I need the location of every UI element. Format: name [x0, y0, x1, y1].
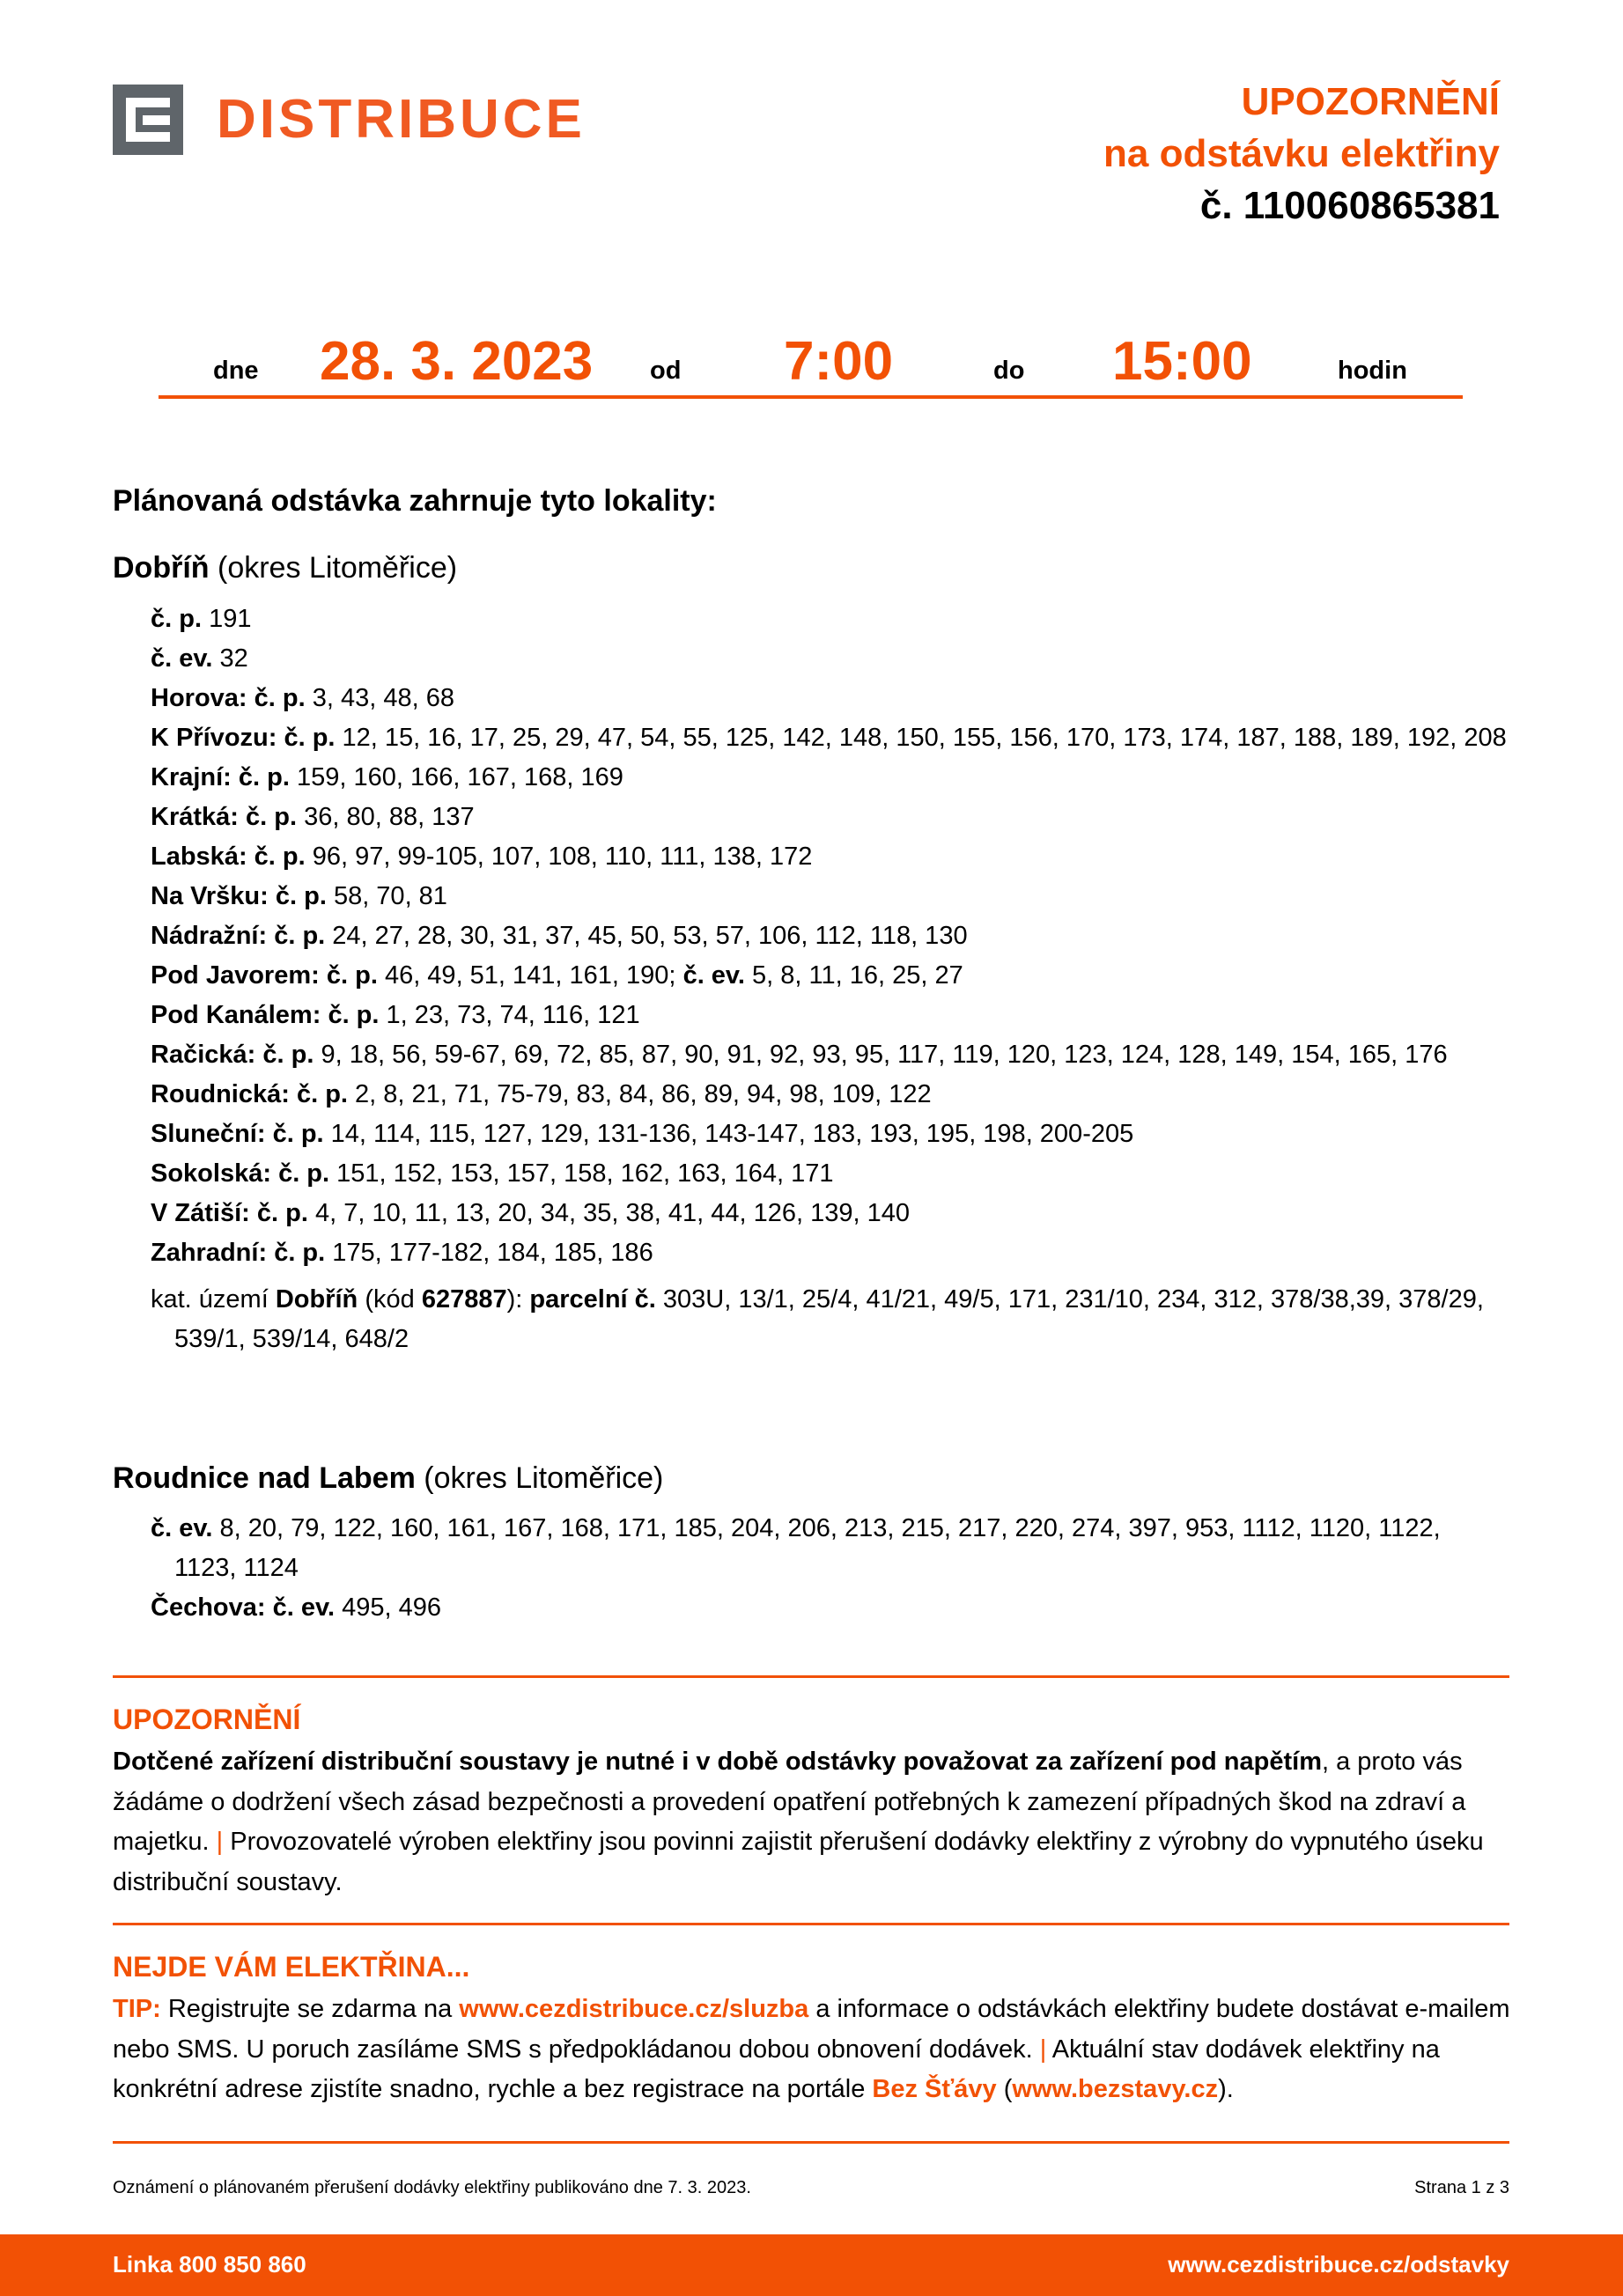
address-entry	[151, 798, 1507, 837]
code-suffix: ):	[506, 1285, 523, 1314]
tip-text-3: Aktuální stav dodávek elektřiny na konkrétní adrese zjistíte snadno, rychle a bez registrace na portále	[113, 2035, 1440, 2103]
number-type: č. p.	[274, 1239, 326, 1267]
number-type: č. p.	[151, 605, 203, 633]
outage-schedule	[159, 326, 1462, 396]
label-from: od	[650, 357, 682, 385]
outages-link[interactable]: www.cezdistribuce.cz/odstavky	[1168, 2251, 1509, 2278]
house-numbers: 58, 70, 81	[333, 882, 447, 910]
street-name: Račická:	[151, 1041, 256, 1069]
number-type: č. p.	[262, 1041, 314, 1069]
street-name: Na Vršku:	[151, 882, 269, 910]
number-type: č. p.	[246, 803, 298, 831]
house-numbers: 2, 8, 21, 71, 75-79, 83, 84, 86, 89, 94, 98, 109, 122	[355, 1080, 932, 1108]
house-numbers: 495, 496	[342, 1593, 441, 1622]
outage-date: 28. 3. 2023	[320, 331, 594, 392]
street-name: Krátká:	[151, 803, 239, 831]
number-type: č. ev.	[151, 644, 213, 673]
house-numbers: 9, 18, 56, 59-67, 69, 72, 85, 87, 90, 91, 92, 93, 95, 117, 119, 120, 123, 124, 128, 149, 154, 165, 176	[321, 1041, 1448, 1069]
number-type: č. p.	[326, 961, 378, 990]
street-name: Čechova:	[151, 1593, 266, 1622]
warning-bold-text: Dotčené zařízení distribuční soustavy je nutné i v době odstávky považovat za zařízení pod napětím	[113, 1748, 1322, 1776]
number-type: č. p.	[256, 1199, 308, 1227]
portal-link[interactable]: www.bezstavy.cz	[1012, 2075, 1219, 2103]
tip-text	[113, 1990, 1513, 2110]
street-name: Zahradní:	[151, 1239, 268, 1267]
address-entry	[151, 837, 1507, 877]
town-heading	[113, 551, 457, 585]
town-district: (okres Litoměřice)	[424, 1461, 664, 1495]
title-line-1: UPOZORNĚNÍ	[1241, 80, 1500, 123]
divider	[113, 1675, 1509, 1678]
street-name: Sluneční:	[151, 1120, 266, 1148]
house-numbers: 191	[209, 605, 252, 633]
number-type: č. p.	[238, 763, 290, 791]
warning-text-2: Provozovatelé výroben elektřiny jsou povinni zajistit přerušení dodávky elektřiny z výrobny do vypnutého úseku distribuční soustavy.	[113, 1828, 1484, 1896]
house-numbers: 175, 177-182, 184, 185, 186	[332, 1239, 653, 1267]
house-numbers: 3, 43, 48, 68	[312, 684, 454, 712]
address-entry	[151, 1075, 1507, 1115]
warning-text-1: , a proto vás žádáme o dodržení všech zásad bezpečnosti a provedení opatření potřebných k zamezení případných škod na zdraví a majetku.	[113, 1748, 1466, 1856]
number-type: č. ev.	[272, 1593, 336, 1622]
street-name: Krajní:	[151, 763, 232, 791]
address-entry	[151, 996, 1507, 1035]
number-type: č. p.	[296, 1080, 348, 1108]
number-type: č. p.	[284, 724, 336, 752]
tip-title: NEJDE VÁM ELEKTŘINA...	[113, 1951, 470, 1983]
separator: |	[216, 1828, 224, 1856]
notice-title	[1103, 76, 1500, 232]
house-numbers: 1, 23, 73, 74, 116, 121	[386, 1001, 640, 1029]
number-type: č. p.	[328, 1001, 380, 1029]
house-numbers: 5, 8, 11, 16, 25, 27	[752, 961, 963, 990]
cadastral-area: Dobříň	[275, 1285, 358, 1314]
localities-heading: Plánovaná odstávka zahrnuje tyto lokality:	[113, 484, 717, 518]
street-name: Sokolská:	[151, 1159, 271, 1188]
footer-bar	[0, 2234, 1623, 2296]
street-name: Labská:	[151, 843, 247, 871]
cez-e-logo-icon	[113, 85, 183, 155]
address-list	[151, 600, 1507, 1359]
cadastral-code: 627887	[421, 1285, 507, 1314]
divider	[113, 1923, 1509, 1925]
time-to: 15:00	[1112, 331, 1252, 392]
street-name: Horova:	[151, 684, 247, 712]
number-type: č. p.	[254, 843, 306, 871]
address-entry	[151, 1154, 1507, 1194]
number-type: č. p.	[278, 1159, 330, 1188]
address-entry	[151, 1035, 1507, 1075]
code-prefix: (kód	[365, 1285, 415, 1314]
address-entry	[151, 718, 1507, 758]
registration-link[interactable]: www.cezdistribuce.cz/sluzba	[459, 1995, 809, 2023]
publication-note: Oznámení o plánovaném přerušení dodávky elektřiny publikováno dne 7. 3. 2023.	[113, 2178, 751, 2197]
address-entry	[151, 916, 1507, 956]
house-numbers: 159, 160, 166, 167, 168, 169	[296, 763, 623, 791]
number-type: č. p.	[274, 922, 326, 950]
brand-logo-text: DISTRIBUCE	[217, 89, 586, 150]
street-name: K Přívozu:	[151, 724, 277, 752]
address-entry	[151, 758, 1507, 798]
house-numbers: 46, 49, 51, 141, 161, 190;	[384, 961, 676, 990]
paren-open: (	[1003, 2075, 1013, 2103]
street-name: Pod Javorem:	[151, 961, 320, 990]
warning-text	[113, 1742, 1513, 1902]
divider	[113, 2141, 1509, 2144]
number-type: č. p.	[254, 684, 306, 712]
house-numbers: 96, 97, 99-105, 107, 108, 110, 111, 138, 172	[312, 843, 813, 871]
street-name: V Zátiší:	[151, 1199, 250, 1227]
address-entry	[151, 1233, 1507, 1273]
address-entry	[151, 600, 1507, 639]
street-name: Nádražní:	[151, 922, 268, 950]
address-entry	[151, 639, 1507, 679]
label-hours: hodin	[1338, 357, 1407, 385]
parcel-label: parcelní č.	[529, 1285, 656, 1314]
label-to: do	[993, 357, 1025, 385]
address-entry	[151, 877, 1507, 916]
tip-text-2: a informace o odstávkách elektřiny budete dostávat e-mailem nebo SMS. U poruch zasíláme SMS s předpokládanou dobou obnovení dodávek.	[113, 1995, 1510, 2064]
address-entry	[151, 1588, 1507, 1628]
notice-number: č. 110060865381	[1199, 184, 1500, 227]
town-district: (okres Litoměřice)	[218, 551, 458, 585]
page-number: Strana 1 z 3	[1414, 2178, 1509, 2197]
street-name: Pod Kanálem:	[151, 1001, 321, 1029]
time-from: 7:00	[784, 331, 894, 392]
separator: |	[1039, 2035, 1047, 2064]
warning-title: UPOZORNĚNÍ	[113, 1704, 301, 1735]
cadastral-entry	[151, 1280, 1507, 1359]
paren-close: ).	[1218, 2075, 1234, 2103]
label-day: dne	[213, 357, 259, 385]
town-name: Roudnice nad Labem	[113, 1461, 416, 1495]
number-type: č. ev.	[682, 961, 745, 990]
address-entry	[151, 956, 1507, 996]
divider	[159, 395, 1463, 399]
tip-text-1: Registrujte se zdarma na	[167, 1995, 453, 2023]
hotline-phone[interactable]: Linka 800 850 860	[113, 2251, 306, 2278]
title-line-2: na odstávku elektřiny	[1103, 132, 1500, 175]
cadastral-prefix: kat. území	[151, 1285, 269, 1314]
portal-name: Bez Šťávy	[872, 2075, 997, 2103]
house-numbers: 151, 152, 153, 157, 158, 162, 163, 164, 171	[336, 1159, 834, 1188]
house-numbers: 14, 114, 115, 127, 129, 131-136, 143-147, 183, 193, 195, 198, 200-205	[330, 1120, 1134, 1148]
town-name: Dobříň	[113, 551, 210, 585]
address-entry	[151, 679, 1507, 718]
number-type: č. ev.	[151, 1514, 213, 1542]
house-numbers: 12, 15, 16, 17, 25, 29, 47, 54, 55, 125, 142, 148, 150, 155, 156, 170, 173, 174, 187, 188, 189, 192, 208	[342, 724, 1507, 752]
house-numbers: 8, 20, 79, 122, 160, 161, 167, 168, 171, 185, 204, 206, 213, 215, 217, 220, 274, 397, 953, 1112, 1120, 1122, 1123, 1124	[174, 1514, 1441, 1582]
parcel-numbers: 303U, 13/1, 25/4, 41/21, 49/5, 171, 231/10, 234, 312, 378/38,39, 378/29, 539/1, 539/14, 648/2	[174, 1285, 1484, 1353]
town-heading	[113, 1461, 663, 1496]
address-entry	[151, 1509, 1507, 1588]
tip-label: TIP:	[113, 1995, 161, 2023]
street-name: Roudnická:	[151, 1080, 290, 1108]
house-numbers: 4, 7, 10, 11, 13, 20, 34, 35, 38, 41, 44, 126, 139, 140	[314, 1199, 911, 1227]
address-entry	[151, 1115, 1507, 1154]
number-type: č. p.	[272, 1120, 324, 1148]
number-type: č. p.	[275, 882, 327, 910]
address-entry	[151, 1194, 1507, 1233]
house-numbers: 24, 27, 28, 30, 31, 37, 45, 50, 53, 57, 106, 112, 118, 130	[332, 922, 968, 950]
address-list	[151, 1509, 1507, 1628]
house-numbers: 32	[219, 644, 248, 673]
house-numbers: 36, 80, 88, 137	[304, 803, 475, 831]
